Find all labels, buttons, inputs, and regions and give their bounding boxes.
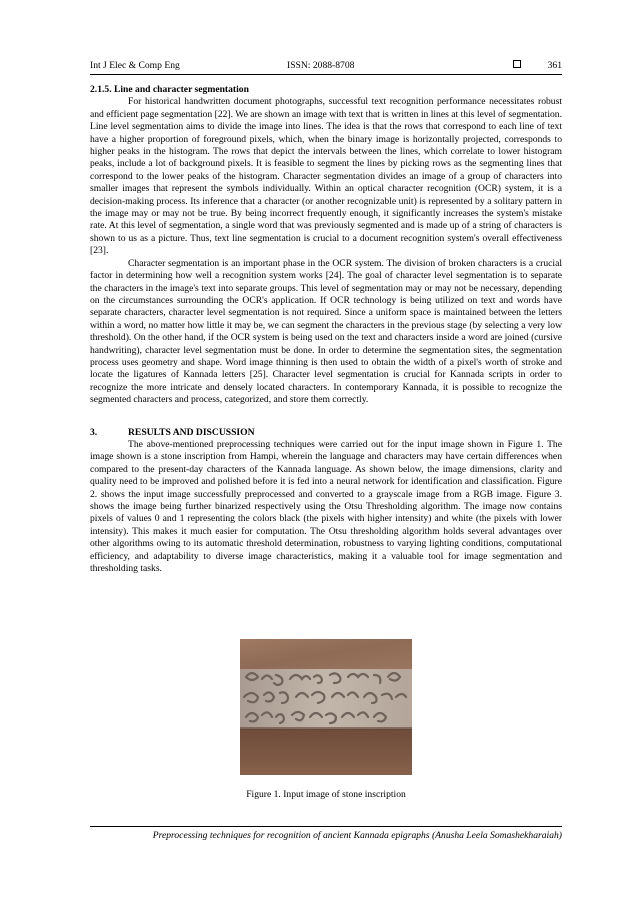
journal-name: Int J Elec & Comp Eng xyxy=(90,60,180,71)
running-footer: Preprocessing techniques for recognition of ancient Kannada epigraphs (Anusha Leela Somashekharaiah) xyxy=(152,830,562,841)
section-number: 3. xyxy=(90,426,98,438)
band-shadow xyxy=(240,727,412,730)
section-heading xyxy=(90,427,562,439)
rock-top xyxy=(240,639,412,669)
paragraph: The above-mentioned preprocessing techniques were carried out for the input image shown in Figure 1. The image shown is a stone inscription from Hampi, wherein the language and characters may have certain differences when compared to the present-day characters of the Kannada language. As shown below, the image dimensions, clarity and quality need to be improved and polished before it is fed into a neural network for identification and classification. Figure 2. shows the input image successfully preprocessed and converted to a grayscale image from a RGB image. Figure 3. shows the image being further binarized respectively using the Otsu Thresholding algorithm. The image now contains pixels of values 0 and 1 representing the colors black (the pixels with higher intensity) and white (the pixels with lower intensity). This makes it much easier for computation. The Otsu thresholding algorithm holds several advantages over other algorithms owing to its automatic threshold determination, robustness to varying lighting conditions, computational efficiency, and adaptability to diverse image characteristics, making it a valuable tool for image segmentation and thresholding tasks. xyxy=(90,438,562,575)
stone-inscription-image xyxy=(240,639,412,775)
figure-caption: Figure 1. Input image of stone inscription xyxy=(246,789,406,800)
paragraph: Character segmentation is an important phase in the OCR system. The division of broken characters is a crucial factor in determining how well a recognition system works [24]. The goal of character level segmentation is to separate the characters in the image's text into separate groups. This level of segmentation may or may not be necessary, depending on the circumstances surrounding the OCR's application. If OCR technology is being utilized on text and words have separate characters, character level segmentation is not required. Since a uniform space is maintained between the letters within a word, no matter how little it may be, we can segment the characters in the previous stage (by selecting a very low threshold). On the other hand, if the OCR system is being used on the text and characters inside a word are joined (cursive handwriting), character level segmentation must be done. In order to determine the segmentation sites, the segmentation process uses geometry and shape. Word image thinning is then used to obtain the width of a pixel's worth of stroke and locate the ligatures of Kannada letters [25]. Character level segmentation is crucial for Kannada scripts in order to recognize the more intricate and densely located characters. In contemporary Kannada, it is possible to recognize the segmented characters and process, categorized, and store them correctly. xyxy=(90,257,562,406)
figure-stone-inscription xyxy=(240,639,412,775)
subsection-heading: 2.1.5. Line and character segmentation xyxy=(90,84,249,95)
section-title: RESULTS AND DISCUSSION xyxy=(128,426,255,438)
footer-rule xyxy=(90,826,562,827)
inscription-band xyxy=(240,669,412,729)
paragraph: For historical handwritten document photographs, successful text recognition performance necessitates robust and efficient page segmentation [22]. We are shown an image with text that is written in lines at this level of segmentation. Line level segmentation aims to divide the image into lines. The idea is that the rows that correspond to each line of text have a higher proportion of foreground pixels, which, when the binary image is horizontally projected, corresponds to higher peaks in the histogram. The rows that depict the intervals between the lines, which correlate to lower histogram peaks, include a lot of background pixels. It is feasible to segment the lines by picking rows as the segmenting lines that correspond to the lower peaks of the histogram. Character segmentation divides an image of a group of characters into smaller images that represent the symbols individually. Within an optical character recognition (OCR) system, it is a decision-making process. Its inference that a character (or another recognizable unit) is represented by a solitary pattern in the image may or may not be true. By being incorrect frequently enough, it significantly increases the system's mistake rate. At this level of segmentation, a single word that was previously segmented and is made up of a string of characters is shown to us as a picture. Thus, text line segmentation is crucial to a document recognition system's overall effectiveness [23]. xyxy=(90,96,562,257)
issn: ISSN: 2088-8708 xyxy=(287,60,355,71)
checkbox-square-icon xyxy=(513,60,521,68)
header-rule xyxy=(90,74,562,75)
main-text xyxy=(90,84,562,575)
rock-bottom xyxy=(240,729,412,775)
running-header xyxy=(90,59,562,73)
page-number: 361 xyxy=(547,60,562,71)
